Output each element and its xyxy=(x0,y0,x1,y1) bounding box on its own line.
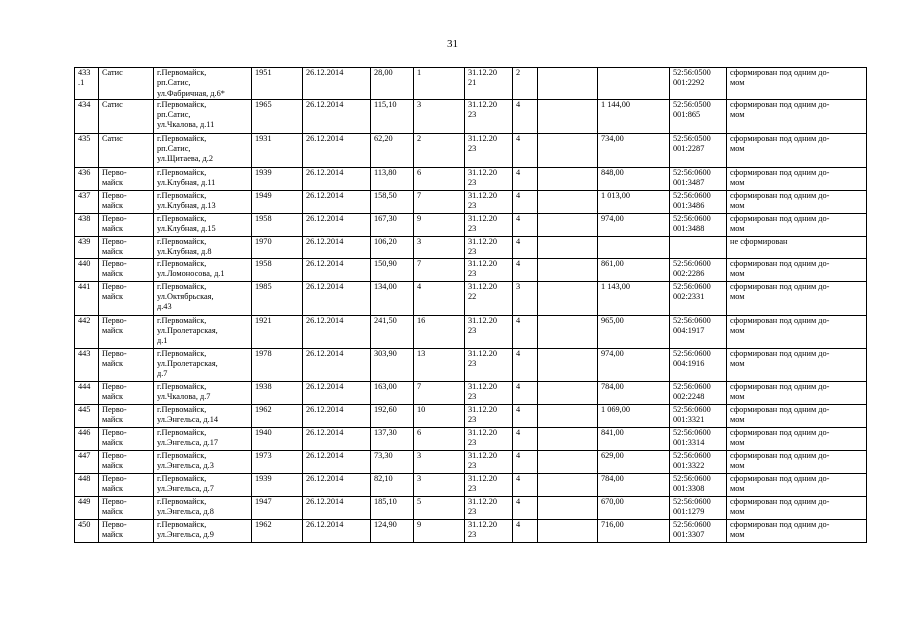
cell-municipality: Перво- майск xyxy=(99,381,154,404)
cell-date: 26.12.2014 xyxy=(303,315,371,348)
table-row xyxy=(75,281,867,315)
cell-cadastral-number: 52:56:0600 001:1279 xyxy=(670,496,727,519)
cell-blank-column xyxy=(538,190,598,213)
cell-deadline: 31.12.20 23 xyxy=(465,190,513,213)
cell-date: 26.12.2014 xyxy=(303,496,371,519)
table-row xyxy=(75,519,867,542)
cell-cost: 974,00 xyxy=(598,213,670,236)
cell-blank-column xyxy=(538,281,598,315)
cell-municipality: Перво- майск xyxy=(99,348,154,381)
cell-stage: 4 xyxy=(513,381,538,404)
cell-blank-column xyxy=(538,427,598,450)
cell-address: г.Первомайск, ул.Энгельса, д.14 xyxy=(154,404,252,427)
cell-municipality: Перво- майск xyxy=(99,190,154,213)
cell-area: 167,30 xyxy=(371,213,414,236)
cell-address: г.Первомайск, ул.Клубная, д.15 xyxy=(154,213,252,236)
cell-address: г.Первомайск, ул.Энгельса, д.9 xyxy=(154,519,252,542)
table-row xyxy=(75,99,867,133)
cell-blank-column xyxy=(538,213,598,236)
cell-address: г.Первомайск, рп.Сатис, ул.Фабричная, д.6* xyxy=(154,68,252,100)
cell-deadline: 31.12.20 23 xyxy=(465,258,513,281)
cell-municipality: Перво- майск xyxy=(99,236,154,258)
cell-blank-column xyxy=(538,68,598,100)
cell-deadline: 31.12.20 23 xyxy=(465,213,513,236)
cell-row-number: 434 xyxy=(75,99,99,133)
cell-cadastral-number: 52:56:0600 001:3488 xyxy=(670,213,727,236)
cell-cost xyxy=(598,236,670,258)
cell-deadline: 31.12.20 23 xyxy=(465,496,513,519)
table-row xyxy=(75,258,867,281)
cell-address: г.Первомайск, ул.Пролетарская, д.1 xyxy=(154,315,252,348)
cell-row-number: 448 xyxy=(75,473,99,496)
cell-residents: 9 xyxy=(414,519,465,542)
cell-land-status: сформирован под одним до- мом xyxy=(727,213,867,236)
cell-row-number: 437 xyxy=(75,190,99,213)
cell-construction-year: 1970 xyxy=(252,236,303,258)
cell-municipality: Сатис xyxy=(99,133,154,167)
cell-construction-year: 1958 xyxy=(252,213,303,236)
cell-stage: 4 xyxy=(513,404,538,427)
cell-address: г.Первомайск, рп.Сатис, ул.Чкалова, д.11 xyxy=(154,99,252,133)
cell-residents: 9 xyxy=(414,213,465,236)
cell-row-number: 441 xyxy=(75,281,99,315)
cell-cadastral-number: 52:56:0600 001:3322 xyxy=(670,450,727,473)
cell-blank-column xyxy=(538,496,598,519)
cell-address: г.Первомайск, ул.Пролетарская, д.7 xyxy=(154,348,252,381)
cell-land-status: сформирован под одним до- мом xyxy=(727,496,867,519)
cell-area: 241,50 xyxy=(371,315,414,348)
cell-row-number: 442 xyxy=(75,315,99,348)
cell-cost: 734,00 xyxy=(598,133,670,167)
cell-municipality: Сатис xyxy=(99,99,154,133)
cell-blank-column xyxy=(538,99,598,133)
cell-residents: 5 xyxy=(414,496,465,519)
cell-address: г.Первомайск, ул.Клубная, д.8 xyxy=(154,236,252,258)
cell-stage: 4 xyxy=(513,315,538,348)
cell-blank-column xyxy=(538,167,598,190)
cell-stage: 4 xyxy=(513,496,538,519)
cell-deadline: 31.12.20 23 xyxy=(465,167,513,190)
cell-land-status: сформирован под одним до- мом xyxy=(727,348,867,381)
cell-land-status: сформирован под одним до- мом xyxy=(727,450,867,473)
cell-blank-column xyxy=(538,404,598,427)
cell-construction-year: 1931 xyxy=(252,133,303,167)
cell-residents: 3 xyxy=(414,236,465,258)
cell-stage: 3 xyxy=(513,281,538,315)
cell-date: 26.12.2014 xyxy=(303,404,371,427)
cell-area: 303,90 xyxy=(371,348,414,381)
cell-construction-year: 1938 xyxy=(252,381,303,404)
cell-cost: 974,00 xyxy=(598,348,670,381)
cell-land-status: сформирован под одним до- мом xyxy=(727,167,867,190)
cell-date: 26.12.2014 xyxy=(303,427,371,450)
cell-construction-year: 1962 xyxy=(252,404,303,427)
cell-stage: 4 xyxy=(513,133,538,167)
cell-cost xyxy=(598,68,670,100)
cell-date: 26.12.2014 xyxy=(303,258,371,281)
cell-municipality: Перво- майск xyxy=(99,427,154,450)
cell-address: г.Первомайск, ул.Энгельса, д.3 xyxy=(154,450,252,473)
cell-row-number: 445 xyxy=(75,404,99,427)
cell-municipality: Перво- майск xyxy=(99,213,154,236)
cell-land-status: сформирован под одним до- мом xyxy=(727,281,867,315)
cell-blank-column xyxy=(538,519,598,542)
cell-construction-year: 1951 xyxy=(252,68,303,100)
table-row xyxy=(75,190,867,213)
cell-cadastral-number: 52:56:0600 001:3486 xyxy=(670,190,727,213)
cell-cost: 716,00 xyxy=(598,519,670,542)
table-row xyxy=(75,381,867,404)
cell-cost: 1 143,00 xyxy=(598,281,670,315)
cell-row-number: 436 xyxy=(75,167,99,190)
table-row xyxy=(75,213,867,236)
cell-construction-year: 1962 xyxy=(252,519,303,542)
cell-area: 134,00 xyxy=(371,281,414,315)
cell-cadastral-number: 52:56:0600 001:3321 xyxy=(670,404,727,427)
cell-land-status: сформирован под одним до- мом xyxy=(727,519,867,542)
cell-area: 150,90 xyxy=(371,258,414,281)
cell-residents: 13 xyxy=(414,348,465,381)
cell-date: 26.12.2014 xyxy=(303,519,371,542)
cell-area: 28,00 xyxy=(371,68,414,100)
table-body xyxy=(75,68,867,543)
cell-land-status: сформирован под одним до- мом xyxy=(727,315,867,348)
cell-row-number: 449 xyxy=(75,496,99,519)
cell-area: 163,00 xyxy=(371,381,414,404)
cell-municipality: Перво- майск xyxy=(99,167,154,190)
cell-area: 113,80 xyxy=(371,167,414,190)
cell-cost: 848,00 xyxy=(598,167,670,190)
table-row xyxy=(75,236,867,258)
cell-row-number: 440 xyxy=(75,258,99,281)
cell-cost: 784,00 xyxy=(598,473,670,496)
cell-construction-year: 1965 xyxy=(252,99,303,133)
cell-stage: 4 xyxy=(513,99,538,133)
cell-stage: 4 xyxy=(513,519,538,542)
cell-residents: 1 xyxy=(414,68,465,100)
cell-deadline: 31.12.20 23 xyxy=(465,99,513,133)
cell-residents: 3 xyxy=(414,473,465,496)
cell-land-status: сформирован под одним до- мом xyxy=(727,427,867,450)
cell-land-status: сформирован под одним до- мом xyxy=(727,473,867,496)
cell-deadline: 31.12.20 23 xyxy=(465,381,513,404)
cell-stage: 4 xyxy=(513,348,538,381)
cell-construction-year: 1949 xyxy=(252,190,303,213)
cell-blank-column xyxy=(538,315,598,348)
cell-cadastral-number: 52:56:0600 002:2286 xyxy=(670,258,727,281)
cell-stage: 4 xyxy=(513,167,538,190)
cell-address: г.Первомайск, ул.Энгельса, д.17 xyxy=(154,427,252,450)
cell-land-status: сформирован под одним до- мом xyxy=(727,404,867,427)
cell-row-number: 443 xyxy=(75,348,99,381)
cell-residents: 16 xyxy=(414,315,465,348)
cell-area: 185,10 xyxy=(371,496,414,519)
housing-registry-table xyxy=(74,67,867,543)
cell-deadline: 31.12.20 23 xyxy=(465,427,513,450)
cell-cadastral-number: 52:56:0600 002:2331 xyxy=(670,281,727,315)
cell-address: г.Первомайск, ул.Чкалова, д.7 xyxy=(154,381,252,404)
cell-date: 26.12.2014 xyxy=(303,281,371,315)
cell-municipality: Перво- майск xyxy=(99,404,154,427)
cell-cadastral-number: 52:56:0500 001:2292 xyxy=(670,68,727,100)
cell-construction-year: 1947 xyxy=(252,496,303,519)
cell-date: 26.12.2014 xyxy=(303,381,371,404)
cell-address: г.Первомайск, рп.Сатис, ул.Щитаева, д.2 xyxy=(154,133,252,167)
cell-land-status: сформирован под одним до- мом xyxy=(727,258,867,281)
cell-municipality: Перво- майск xyxy=(99,473,154,496)
cell-date: 26.12.2014 xyxy=(303,99,371,133)
cell-cost: 629,00 xyxy=(598,450,670,473)
cell-deadline: 31.12.20 23 xyxy=(465,473,513,496)
cell-stage: 4 xyxy=(513,473,538,496)
cell-deadline: 31.12.20 21 xyxy=(465,68,513,100)
table-row xyxy=(75,404,867,427)
table-row xyxy=(75,496,867,519)
cell-municipality: Перво- майск xyxy=(99,496,154,519)
cell-stage: 2 xyxy=(513,68,538,100)
cell-row-number: 438 xyxy=(75,213,99,236)
cell-deadline: 31.12.20 23 xyxy=(465,133,513,167)
cell-land-status: сформирован под одним до- мом xyxy=(727,99,867,133)
cell-deadline: 31.12.20 23 xyxy=(465,236,513,258)
cell-deadline: 31.12.20 23 xyxy=(465,315,513,348)
cell-date: 26.12.2014 xyxy=(303,68,371,100)
cell-date: 26.12.2014 xyxy=(303,348,371,381)
cell-row-number: 446 xyxy=(75,427,99,450)
cell-cadastral-number: 52:56:0500 001:2287 xyxy=(670,133,727,167)
cell-cost: 1 069,00 xyxy=(598,404,670,427)
cell-area: 82,10 xyxy=(371,473,414,496)
cell-blank-column xyxy=(538,473,598,496)
cell-cadastral-number: 52:56:0600 001:3487 xyxy=(670,167,727,190)
cell-stage: 4 xyxy=(513,213,538,236)
table-row xyxy=(75,348,867,381)
cell-construction-year: 1939 xyxy=(252,473,303,496)
cell-area: 137,30 xyxy=(371,427,414,450)
cell-land-status: сформирован под одним до- мом xyxy=(727,68,867,100)
cell-address: г.Первомайск, ул.Энгельса, д.7 xyxy=(154,473,252,496)
cell-address: г.Первомайск, ул.Клубная, д.11 xyxy=(154,167,252,190)
cell-municipality: Перво- майск xyxy=(99,281,154,315)
cell-stage: 4 xyxy=(513,450,538,473)
cell-municipality: Перво- майск xyxy=(99,258,154,281)
cell-area: 192,60 xyxy=(371,404,414,427)
cell-address: г.Первомайск, ул.Октябрьская, д.43 xyxy=(154,281,252,315)
cell-cadastral-number: 52:56:0600 001:3314 xyxy=(670,427,727,450)
table-row xyxy=(75,167,867,190)
cell-date: 26.12.2014 xyxy=(303,133,371,167)
cell-land-status: сформирован под одним до- мом xyxy=(727,190,867,213)
cell-area: 106,20 xyxy=(371,236,414,258)
cell-cadastral-number: 52:56:0600 001:3307 xyxy=(670,519,727,542)
cell-cadastral-number: 52:56:0600 002:2248 xyxy=(670,381,727,404)
cell-construction-year: 1939 xyxy=(252,167,303,190)
cell-area: 124,90 xyxy=(371,519,414,542)
cell-cadastral-number xyxy=(670,236,727,258)
cell-cadastral-number: 52:56:0500 001:865 xyxy=(670,99,727,133)
cell-address: г.Первомайск, ул.Клубная, д.13 xyxy=(154,190,252,213)
cell-construction-year: 1921 xyxy=(252,315,303,348)
cell-residents: 2 xyxy=(414,133,465,167)
cell-blank-column xyxy=(538,381,598,404)
cell-land-status: не сформирован xyxy=(727,236,867,258)
cell-residents: 4 xyxy=(414,281,465,315)
cell-cadastral-number: 52:56:0600 004:1916 xyxy=(670,348,727,381)
cell-deadline: 31.12.20 23 xyxy=(465,519,513,542)
cell-address: г.Первомайск, ул.Энгельса, д.8 xyxy=(154,496,252,519)
cell-cadastral-number: 52:56:0600 001:3308 xyxy=(670,473,727,496)
cell-residents: 6 xyxy=(414,427,465,450)
cell-area: 115,10 xyxy=(371,99,414,133)
cell-date: 26.12.2014 xyxy=(303,473,371,496)
page-number: 31 xyxy=(447,38,458,50)
cell-stage: 4 xyxy=(513,427,538,450)
cell-row-number: 439 xyxy=(75,236,99,258)
cell-row-number: 447 xyxy=(75,450,99,473)
cell-residents: 6 xyxy=(414,167,465,190)
cell-deadline: 31.12.20 23 xyxy=(465,450,513,473)
cell-blank-column xyxy=(538,450,598,473)
cell-land-status: сформирован под одним до- мом xyxy=(727,133,867,167)
cell-deadline: 31.12.20 23 xyxy=(465,404,513,427)
cell-blank-column xyxy=(538,236,598,258)
table-row xyxy=(75,450,867,473)
cell-date: 26.12.2014 xyxy=(303,190,371,213)
cell-cost: 965,00 xyxy=(598,315,670,348)
cell-date: 26.12.2014 xyxy=(303,167,371,190)
cell-row-number: 435 xyxy=(75,133,99,167)
cell-date: 26.12.2014 xyxy=(303,236,371,258)
cell-municipality: Перво- майск xyxy=(99,519,154,542)
cell-residents: 3 xyxy=(414,99,465,133)
cell-residents: 7 xyxy=(414,190,465,213)
cell-deadline: 31.12.20 23 xyxy=(465,348,513,381)
cell-date: 26.12.2014 xyxy=(303,213,371,236)
table-row xyxy=(75,133,867,167)
cell-residents: 3 xyxy=(414,450,465,473)
cell-area: 158,50 xyxy=(371,190,414,213)
cell-cost: 1 013,00 xyxy=(598,190,670,213)
cell-row-number: 444 xyxy=(75,381,99,404)
cell-date: 26.12.2014 xyxy=(303,450,371,473)
cell-address: г.Первомайск, ул.Ломоносова, д.1 xyxy=(154,258,252,281)
cell-cost: 841,00 xyxy=(598,427,670,450)
cell-construction-year: 1958 xyxy=(252,258,303,281)
cell-construction-year: 1985 xyxy=(252,281,303,315)
cell-area: 62,20 xyxy=(371,133,414,167)
cell-municipality: Сатис xyxy=(99,68,154,100)
table-row xyxy=(75,68,867,100)
cell-stage: 4 xyxy=(513,258,538,281)
table-row xyxy=(75,427,867,450)
cell-construction-year: 1973 xyxy=(252,450,303,473)
cell-blank-column xyxy=(538,258,598,281)
cell-cost: 861,00 xyxy=(598,258,670,281)
cell-cost: 784,00 xyxy=(598,381,670,404)
cell-blank-column xyxy=(538,133,598,167)
cell-municipality: Перво- майск xyxy=(99,450,154,473)
cell-residents: 10 xyxy=(414,404,465,427)
cell-area: 73,30 xyxy=(371,450,414,473)
cell-cadastral-number: 52:56:0600 004:1917 xyxy=(670,315,727,348)
cell-construction-year: 1940 xyxy=(252,427,303,450)
cell-row-number: 433 .1 xyxy=(75,68,99,100)
cell-cost: 1 144,00 xyxy=(598,99,670,133)
cell-blank-column xyxy=(538,348,598,381)
cell-municipality: Перво- майск xyxy=(99,315,154,348)
cell-construction-year: 1978 xyxy=(252,348,303,381)
cell-residents: 7 xyxy=(414,258,465,281)
cell-row-number: 450 xyxy=(75,519,99,542)
cell-cost: 670,00 xyxy=(598,496,670,519)
cell-stage: 4 xyxy=(513,236,538,258)
cell-land-status: сформирован под одним до- мом xyxy=(727,381,867,404)
cell-residents: 7 xyxy=(414,381,465,404)
table-row xyxy=(75,473,867,496)
cell-deadline: 31.12.20 22 xyxy=(465,281,513,315)
cell-stage: 4 xyxy=(513,190,538,213)
table-row xyxy=(75,315,867,348)
